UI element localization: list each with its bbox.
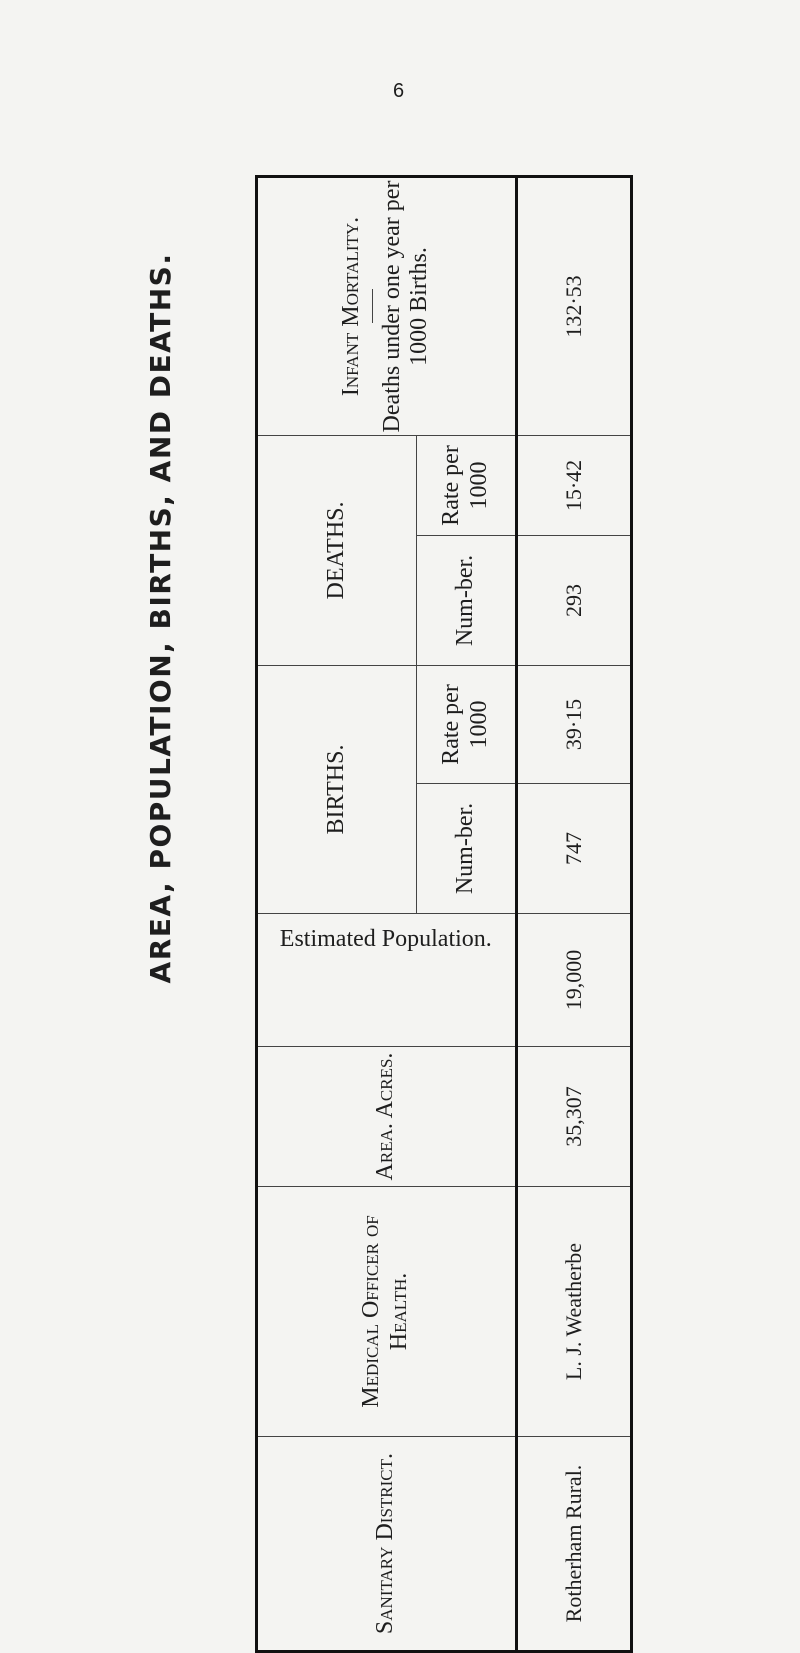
page-heading: AREA, POPULATION, BIRTHS, AND DEATHS. xyxy=(144,252,177,984)
cell-medical-officer: L. J. Weatherbe xyxy=(516,1187,631,1437)
infant-mortality-title: Infant Mortality. xyxy=(338,216,365,397)
header-births-number: Num-ber. xyxy=(416,784,516,914)
statistics-grid xyxy=(255,175,633,1653)
cell-births-rate: 39·15 xyxy=(516,666,631,784)
cell-population: 19,000 xyxy=(516,914,631,1047)
header-infant-mortality xyxy=(256,176,516,435)
header-births-rate: Rate per 1000 xyxy=(416,666,516,784)
cell-sanitary-district: Rotherham Rural. xyxy=(516,1437,631,1652)
header-deaths-rate: Rate per 1000 xyxy=(416,435,516,535)
cell-area: 35,307 xyxy=(516,1047,631,1187)
infant-mortality-subtitle: Deaths under one year per 1000 Births. xyxy=(378,180,433,433)
infant-mortality-rule xyxy=(372,289,373,323)
header-deaths: DEATHS. xyxy=(256,435,416,665)
header-births: BIRTHS. xyxy=(256,666,416,914)
cell-births-number: 747 xyxy=(516,784,631,914)
header-sanitary-district: Sanitary District. xyxy=(256,1437,516,1652)
header-deaths-number: Num-ber. xyxy=(416,536,516,666)
cell-deaths-rate: 15·42 xyxy=(516,435,631,535)
header-estimated-population xyxy=(256,914,516,1047)
estimated-population-label: Estimated Population. xyxy=(280,926,492,953)
header-medical-officer: Medical Officer of Health. xyxy=(256,1187,516,1437)
cell-infant-mortality: 132·53 xyxy=(516,176,631,435)
page-number: 6 xyxy=(393,80,405,102)
cell-deaths-number: 293 xyxy=(516,536,631,666)
header-area-acres: Area. Acres. xyxy=(256,1047,516,1187)
statistics-table xyxy=(256,178,631,1653)
table-row xyxy=(516,176,631,1651)
